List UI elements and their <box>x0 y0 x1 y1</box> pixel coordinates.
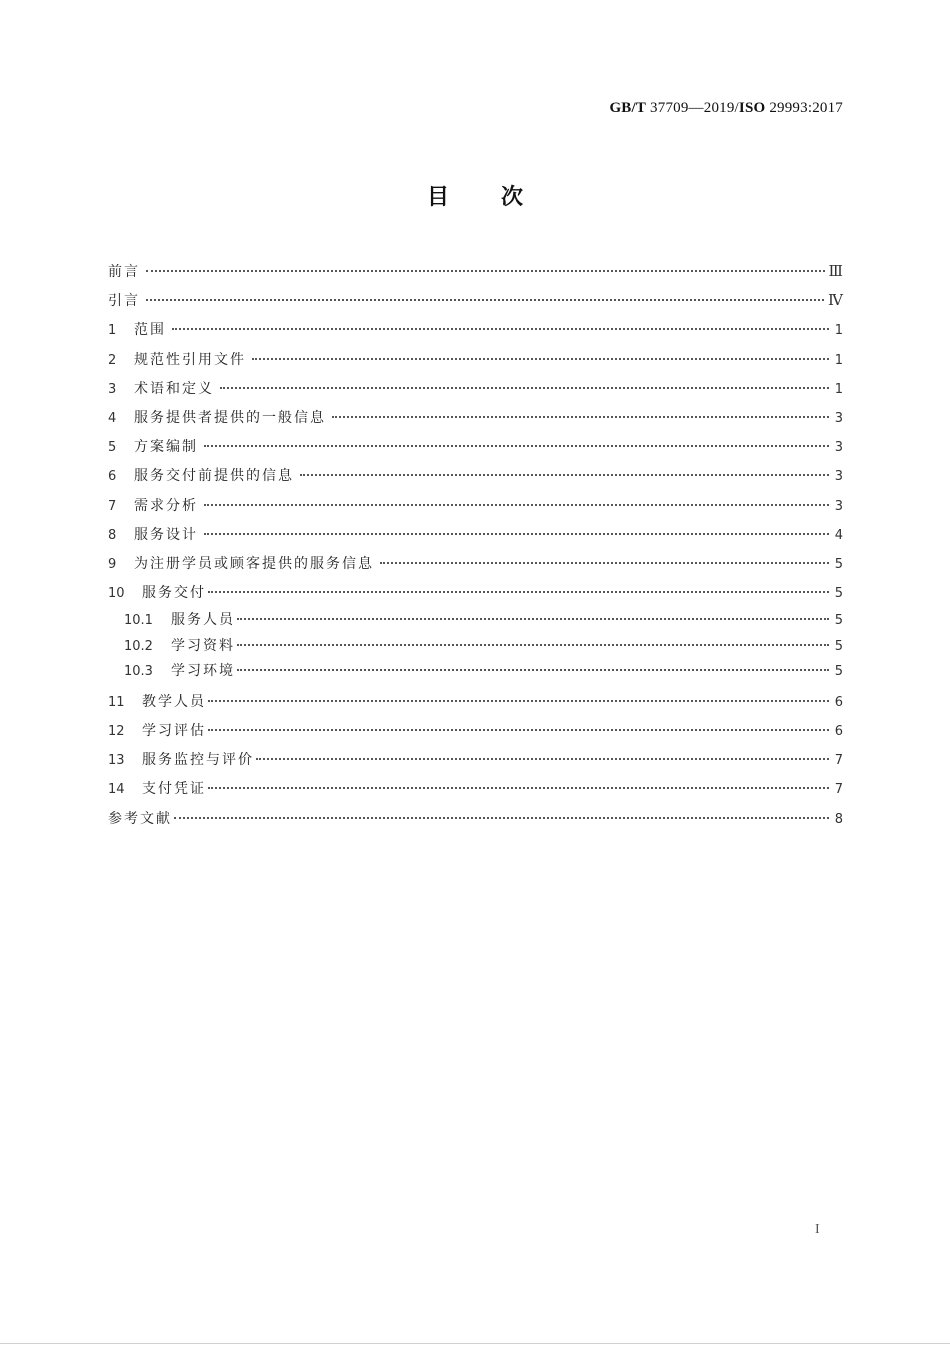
toc-entry-number: 14 <box>108 782 125 798</box>
toc-entry-1[interactable] <box>108 316 843 345</box>
toc-entry-page: 1 <box>834 381 843 397</box>
dot-leader <box>237 618 829 620</box>
toc-entry-13[interactable] <box>108 746 843 775</box>
toc-entry-page: 1 <box>834 352 843 368</box>
toc-entry-number: 10.1 <box>124 613 153 629</box>
standard-code-iso: ISO <box>738 100 766 116</box>
toc-entry-number: 1 <box>108 323 117 339</box>
toc-entry-number: 10.3 <box>124 664 153 680</box>
toc-entry-label: 服务人员 <box>171 612 235 629</box>
toc-entry-number: 10.2 <box>124 638 153 654</box>
toc-entry-page: 6 <box>834 723 843 739</box>
toc-entry-label: 教学人员 <box>142 693 206 710</box>
toc-entry-14[interactable] <box>108 775 843 804</box>
toc-entry-bibliography[interactable] <box>108 805 843 834</box>
dot-leader <box>208 787 829 789</box>
standard-code-prefix: GB/T <box>609 100 647 116</box>
toc-entry-8[interactable] <box>108 521 843 550</box>
toc-entry-number: 5 <box>108 440 117 456</box>
toc-entry-2[interactable] <box>108 346 843 375</box>
toc-entry-label: 参考文献 <box>108 810 172 827</box>
toc-entry-10-3[interactable] <box>108 659 843 685</box>
toc-entry-number: 12 <box>108 723 125 739</box>
toc-entry-page: 3 <box>834 440 843 456</box>
toc-entry-9[interactable] <box>108 550 843 579</box>
toc-entry-11[interactable] <box>108 688 843 717</box>
toc-entry-label: 服务监控与评价 <box>142 752 254 769</box>
dot-leader <box>256 758 829 760</box>
toc-entry-page: 1 <box>834 323 843 339</box>
standard-code-header <box>609 100 843 117</box>
dot-leader <box>220 387 829 389</box>
dot-leader <box>208 700 829 702</box>
toc-entry-page: 8 <box>834 811 843 827</box>
toc-entry-label: 支付凭证 <box>142 781 206 798</box>
dot-leader <box>237 644 829 646</box>
toc-entry-label: 前言 <box>108 264 140 280</box>
table-of-contents <box>108 258 843 834</box>
toc-entry-label: 为注册学员或顾客提供的服务信息 <box>134 555 374 572</box>
toc-entry-10[interactable] <box>108 579 843 608</box>
dot-leader <box>146 270 825 272</box>
toc-entry-number: 2 <box>108 352 117 368</box>
toc-entry-label: 术语和定义 <box>134 380 214 397</box>
toc-entry-label: 服务提供者提供的一般信息 <box>134 409 326 426</box>
page-number: I <box>815 1222 820 1237</box>
toc-entry-number: 13 <box>108 753 125 769</box>
standard-code-iso-number: 29993:2017 <box>765 100 843 116</box>
toc-entry-label: 服务交付 <box>142 585 206 602</box>
toc-entry-foreword[interactable] <box>108 258 843 287</box>
toc-entry-page: 5 <box>834 638 843 654</box>
toc-entry-label: 服务交付前提供的信息 <box>134 468 294 485</box>
toc-entry-label: 范围 <box>134 322 166 339</box>
dot-leader <box>174 817 829 819</box>
toc-entry-page: 7 <box>834 753 843 769</box>
toc-entry-page: 5 <box>834 586 843 602</box>
toc-entry-3[interactable] <box>108 375 843 404</box>
toc-entry-label: 需求分析 <box>134 497 198 514</box>
toc-entry-label: 规范性引用文件 <box>134 351 246 368</box>
toc-entry-label: 引言 <box>108 293 140 310</box>
toc-entry-label: 学习资料 <box>171 637 235 654</box>
toc-entry-10-1[interactable] <box>108 608 843 634</box>
dot-leader <box>208 591 829 593</box>
toc-entry-number: 11 <box>108 694 125 710</box>
toc-entry-page: Ⅳ <box>828 293 843 310</box>
toc-entry-label: 服务设计 <box>134 526 198 543</box>
dot-leader <box>300 474 829 476</box>
toc-entry-page: 6 <box>834 694 843 710</box>
toc-entry-label: 方案编制 <box>134 439 198 456</box>
dot-leader <box>208 729 829 731</box>
toc-entry-number: 6 <box>108 469 117 485</box>
toc-entry-page: 5 <box>834 556 843 572</box>
dot-leader <box>204 445 829 447</box>
toc-entry-page: 7 <box>834 782 843 798</box>
toc-entry-page: 3 <box>834 498 843 514</box>
toc-entry-label: 学习环境 <box>171 663 235 680</box>
toc-entry-page: 3 <box>834 410 843 426</box>
toc-entry-5[interactable] <box>108 433 843 462</box>
page-edge-divider <box>0 1343 950 1344</box>
dot-leader <box>237 669 829 671</box>
dot-leader <box>332 416 829 418</box>
dot-leader <box>380 562 829 564</box>
toc-entry-page: 3 <box>834 469 843 485</box>
standard-code-number: 37709—2019/ <box>646 100 739 116</box>
toc-entry-6[interactable] <box>108 462 843 491</box>
toc-entry-4[interactable] <box>108 404 843 433</box>
dot-leader <box>204 504 829 506</box>
toc-entry-introduction[interactable] <box>108 287 843 316</box>
dot-leader <box>252 358 829 360</box>
toc-entry-page: 4 <box>834 527 843 543</box>
toc-entry-7[interactable] <box>108 492 843 521</box>
toc-entry-number: 4 <box>108 410 117 426</box>
toc-entry-10-2[interactable] <box>108 634 843 660</box>
toc-entry-page: 5 <box>834 664 843 680</box>
toc-entry-12[interactable] <box>108 717 843 746</box>
toc-entry-number: 7 <box>108 498 117 514</box>
dot-leader <box>172 328 829 330</box>
toc-entry-page: Ⅲ <box>828 264 843 280</box>
toc-title: 目次 <box>426 185 575 210</box>
toc-entry-number: 8 <box>108 527 117 543</box>
toc-entry-page: 5 <box>834 613 843 629</box>
dot-leader <box>204 533 829 535</box>
dot-leader <box>146 299 824 301</box>
toc-entry-number: 3 <box>108 381 117 397</box>
toc-entry-number: 10 <box>108 586 125 602</box>
toc-entry-number: 9 <box>108 556 117 572</box>
toc-entry-label: 学习评估 <box>142 722 206 739</box>
